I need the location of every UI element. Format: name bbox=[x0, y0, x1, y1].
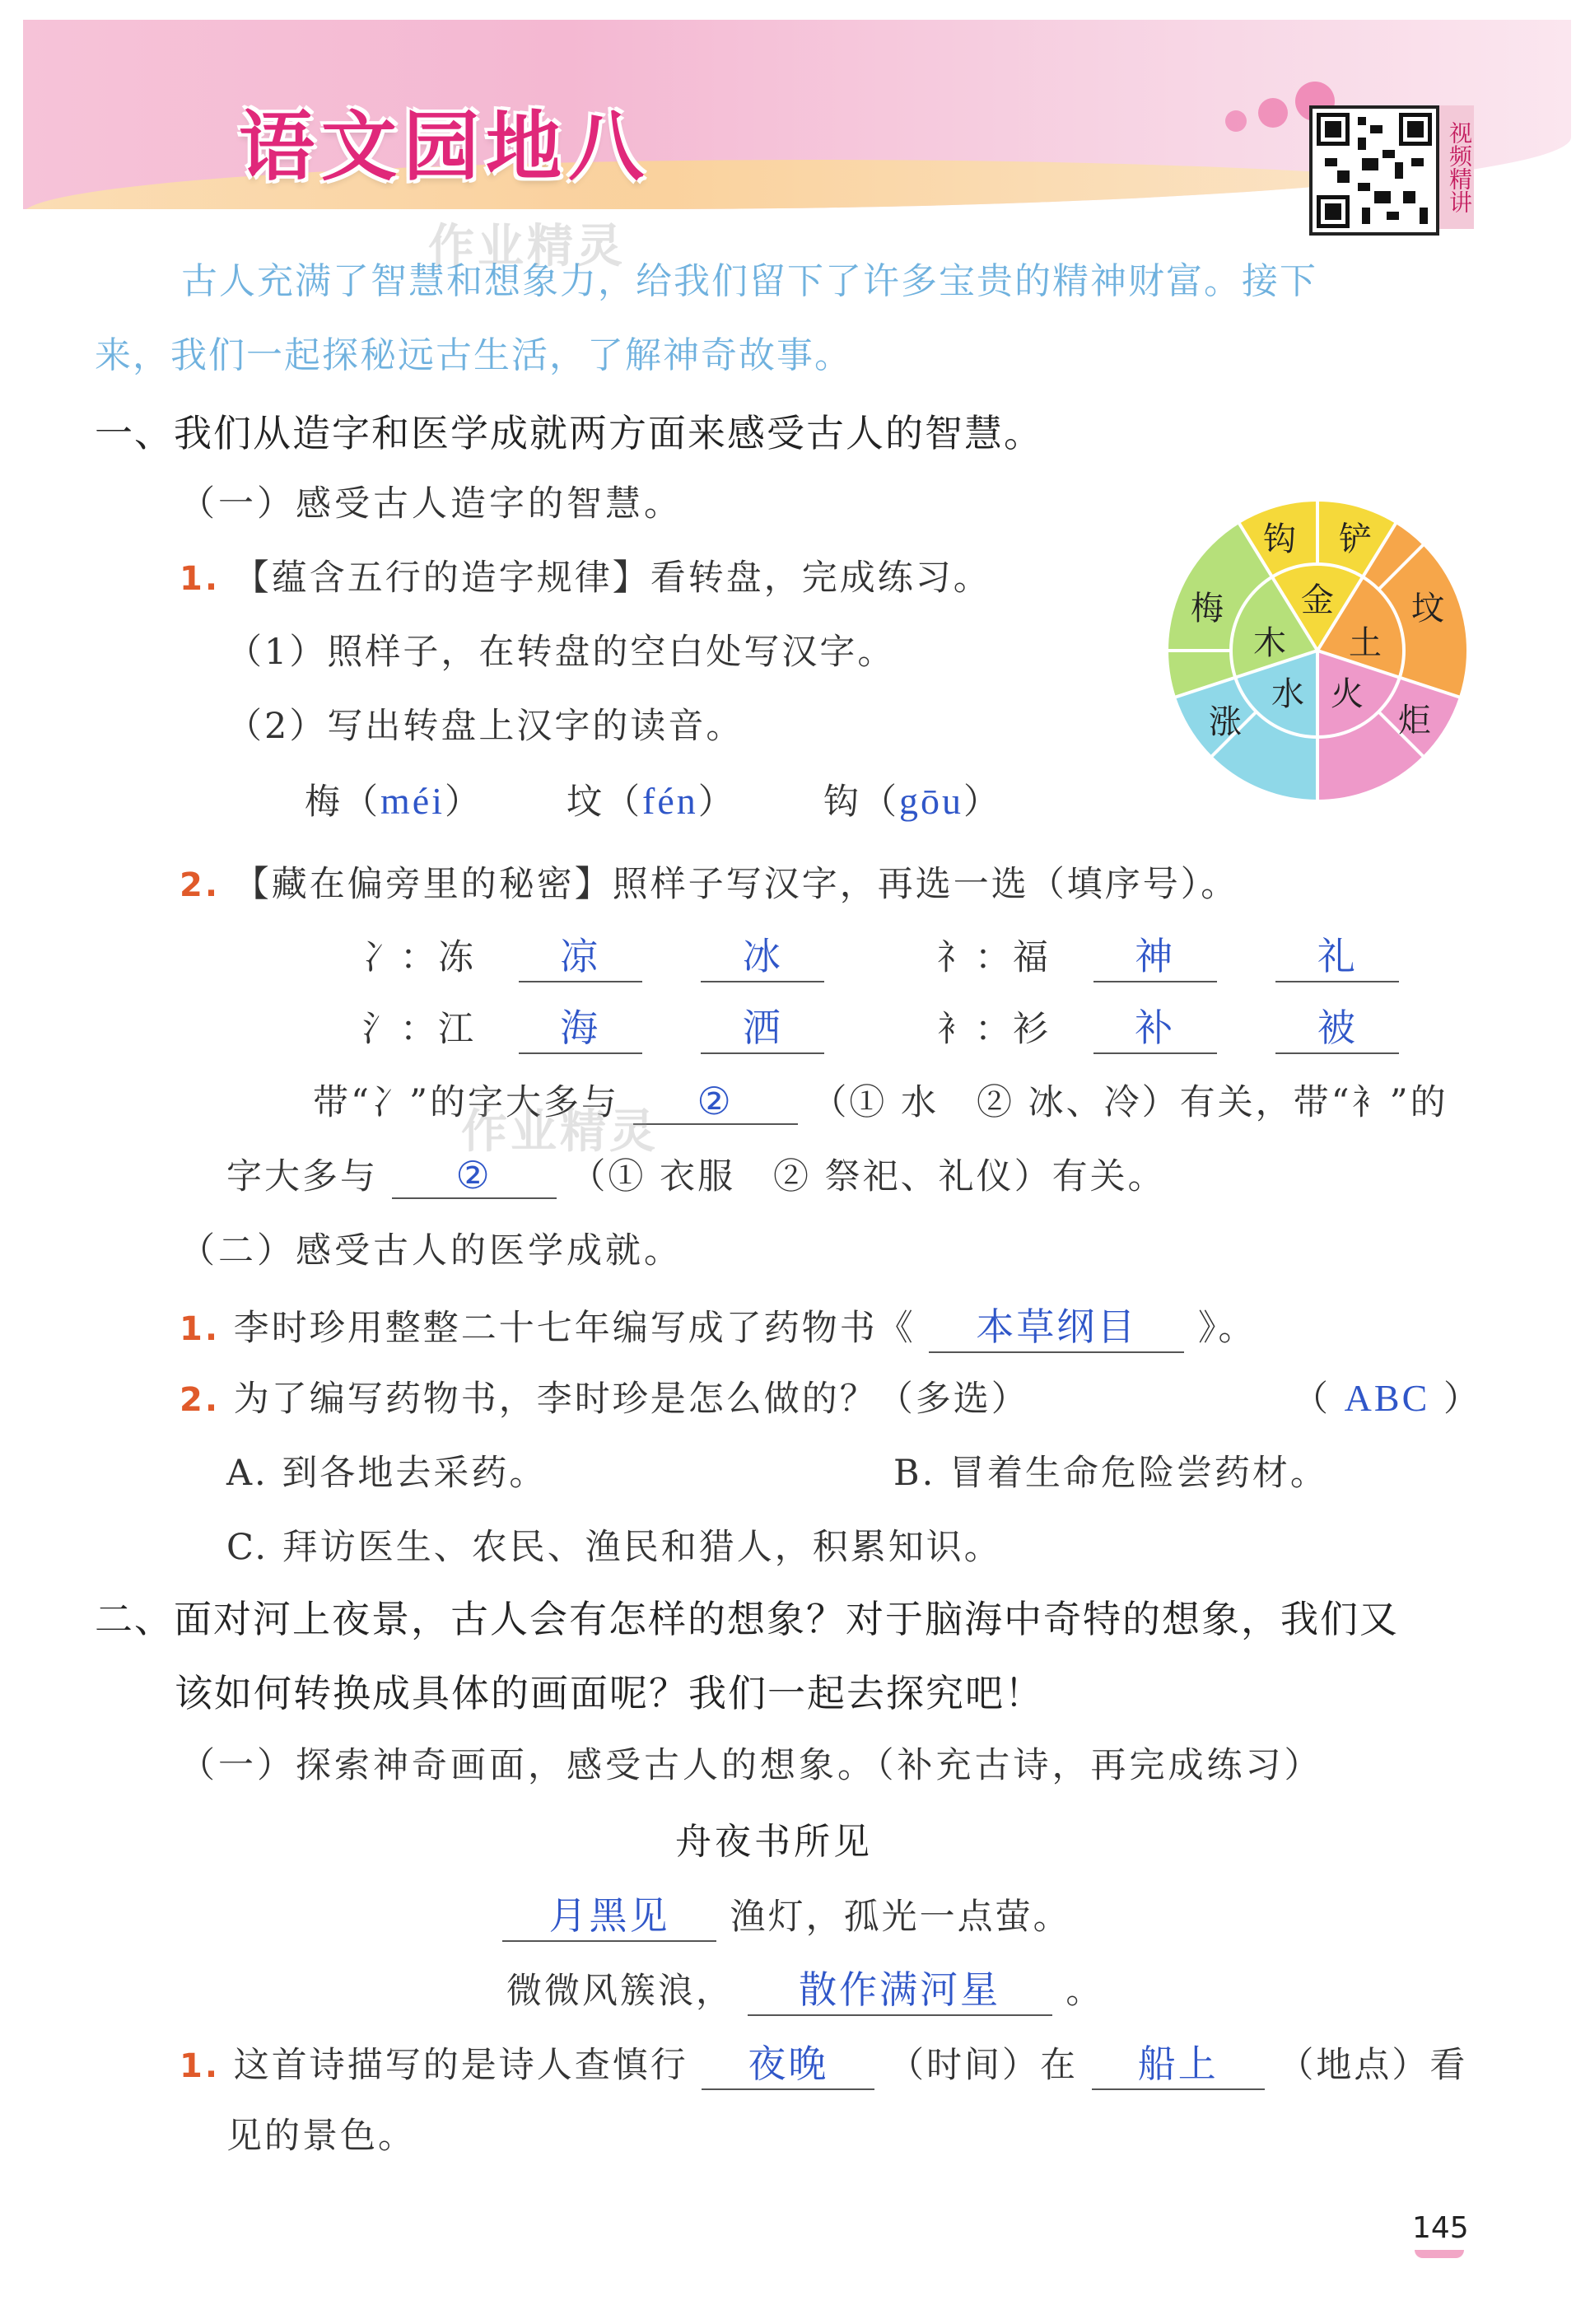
option-a: A. 到各地去采药。 bbox=[226, 1453, 548, 1494]
wheel-outer-char: 涨 bbox=[1209, 703, 1242, 741]
wheel-inner-char: 木 bbox=[1253, 624, 1286, 662]
poem-title: 舟夜书所见 bbox=[675, 1821, 873, 1863]
five-elements-wheel bbox=[1161, 494, 1474, 807]
wheel-outer-char: 坟 bbox=[1411, 590, 1444, 628]
radical-choice-line-1: 带“冫”的字大多与 ② （① 水 ② 冰、冷）有关，带“衤”的 bbox=[313, 1080, 1448, 1123]
p2-q2-line: 2. 为了编写药物书，李时珍是怎么做的？（多选） bbox=[180, 1379, 1029, 1420]
section1-heading: 一、我们从造字和医学成就两方面来感受古人的智慧。 bbox=[95, 411, 1043, 455]
decor-dot bbox=[1225, 110, 1247, 132]
wheel-outer-char: 铲 bbox=[1339, 520, 1372, 558]
watermark: 作业精灵 bbox=[461, 1105, 659, 1159]
question-number: 1. bbox=[180, 2047, 221, 2085]
qr-code[interactable] bbox=[1309, 105, 1439, 236]
answer-blank: 礼 bbox=[1275, 926, 1399, 982]
option-c: C. 拜访医生、农民、渔民和猎人，积累知识。 bbox=[226, 1527, 1002, 1568]
watermark: 作业精灵 bbox=[428, 220, 626, 273]
part1-heading: （一）感受古人造字的智慧。 bbox=[180, 483, 683, 525]
answer-blank: 冰 bbox=[701, 926, 824, 982]
intro-line-1: 古人充满了智慧和想象力，给我们留下了许多宝贵的精神财富。接下 bbox=[181, 260, 1317, 302]
page-title: 语文园地八 bbox=[239, 103, 651, 191]
answer-blank: 船上 bbox=[1092, 2034, 1265, 2090]
page-number: 145 bbox=[1412, 2211, 1469, 2245]
part2-heading: （二）感受古人的医学成就。 bbox=[180, 1230, 683, 1272]
answer-text: méi bbox=[380, 780, 445, 822]
poem-line-1: 月黑见 渔灯，孤光一点萤。 bbox=[502, 1886, 1071, 1942]
radical-row-1: 冫：冻 凉 冰 礻：福 神 礼 bbox=[362, 926, 1399, 982]
q2-line bbox=[180, 856, 1238, 907]
reading-gou: 钩（gōu） bbox=[823, 780, 1001, 823]
answer-text: fén bbox=[642, 780, 698, 822]
answer-blank: 海 bbox=[519, 998, 642, 1054]
answer-blank: 洒 bbox=[701, 998, 824, 1054]
answer-text: ABC bbox=[1344, 1377, 1430, 1419]
q2-text: 【藏在偏旁里的秘密】照样子写汉字，再选一选（填序号）。 bbox=[233, 864, 1239, 905]
p2-q2-answer: （ ABC ） bbox=[1293, 1377, 1481, 1420]
page-number-decor bbox=[1415, 2250, 1464, 2258]
answer-blank: ② bbox=[392, 1153, 557, 1199]
answer-text: gōu bbox=[899, 780, 963, 822]
answer-blank: ② bbox=[633, 1079, 798, 1125]
radical-choice-line-2: 字大多与 ② （① 衣服 ② 祭祀、礼仪）有关。 bbox=[226, 1155, 1166, 1197]
s2-part1-heading: （一）探索神奇画面，感受古人的想象。（补充古诗，再完成练习） bbox=[180, 1745, 1323, 1786]
qr-label: 视频精讲 bbox=[1439, 105, 1474, 229]
intro-line-2: 来，我们一起探秘远古生活，了解神奇故事。 bbox=[95, 334, 852, 376]
reading-mei: 梅（méi） bbox=[305, 780, 483, 823]
poem-line-2: 微微风簇浪， 散作满河星 。 bbox=[506, 1960, 1103, 2016]
q1-sub1: （1）照样子，在转盘的空白处写汉字。 bbox=[226, 632, 896, 673]
wheel-inner-char: 土 bbox=[1349, 624, 1382, 662]
q1-sub2: （2）写出转盘上汉字的读音。 bbox=[226, 706, 744, 747]
answer-blank: 凉 bbox=[519, 926, 642, 982]
question-number: 2. bbox=[180, 866, 221, 904]
question-number: 1. bbox=[180, 1310, 221, 1348]
question-number: 1. bbox=[180, 560, 221, 598]
radical-row-2: 氵：江 海 洒 衤：衫 补 被 bbox=[362, 998, 1399, 1054]
answer-blank: 散作满河星 bbox=[748, 1960, 1052, 2016]
answer-blank: 本草纲目 bbox=[929, 1297, 1184, 1353]
wheel-inner-char: 水 bbox=[1271, 675, 1304, 713]
qr-pattern bbox=[1313, 109, 1436, 232]
p2-q1-line: 1. 李时珍用整整二十七年编写成了药物书《 本草纲目 》。 bbox=[180, 1297, 1257, 1353]
s2-q1-line: 1. 这首诗描写的是诗人查慎行 夜晚 （时间）在 船上 （地点）看 bbox=[180, 2034, 1467, 2090]
section2-heading-2: 该如何转换成具体的画面呢？我们一起去探究吧！ bbox=[175, 1671, 1044, 1715]
answer-blank: 夜晚 bbox=[702, 2034, 874, 2090]
wheel-inner-char: 金 bbox=[1301, 581, 1334, 619]
wheel-inner-char: 火 bbox=[1331, 675, 1364, 713]
q1-line bbox=[180, 550, 991, 600]
s2-q1-line2: 见的景色。 bbox=[226, 2116, 416, 2157]
wheel-outer-char: 炬 bbox=[1398, 702, 1431, 740]
reading-fen: 坟（fén） bbox=[567, 780, 736, 823]
answer-blank: 月黑见 bbox=[502, 1886, 716, 1942]
wheel-outer-char: 梅 bbox=[1191, 590, 1224, 628]
q1-text: 【蕴含五行的造字规律】看转盘，完成练习。 bbox=[233, 558, 991, 599]
section2-heading-1: 二、面对河上夜景，古人会有怎样的想象？对于脑海中奇特的想象，我们又 bbox=[95, 1597, 1399, 1641]
answer-blank: 神 bbox=[1093, 926, 1217, 982]
option-b: B. 冒着生命危险尝药材。 bbox=[893, 1453, 1328, 1494]
answer-blank: 被 bbox=[1275, 998, 1399, 1054]
wheel-outer-char: 钩 bbox=[1263, 520, 1296, 558]
decor-dot bbox=[1258, 98, 1288, 128]
answer-blank: 补 bbox=[1093, 998, 1217, 1054]
question-number: 2. bbox=[180, 1381, 221, 1419]
